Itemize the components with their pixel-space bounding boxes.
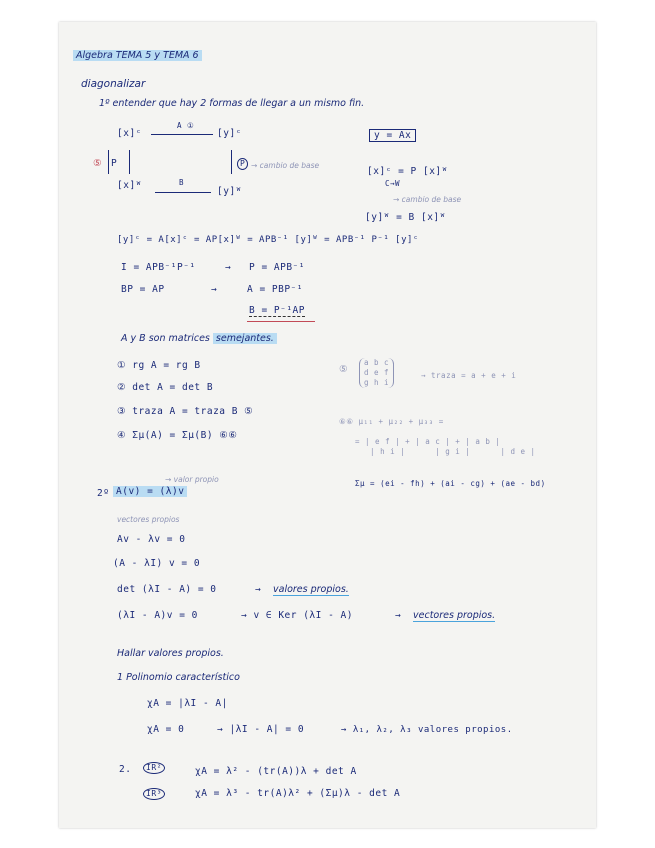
- chain-equation: [y]ᶜ = A[x]ᶜ = AP[x]ᵂ = APB⁻¹ [y]ᵂ = APB⁻¹ P⁻¹ [y]ᶜ: [117, 235, 419, 245]
- arrow-B: [155, 192, 211, 193]
- eigenvalue-list: → λ₁, λ₂, λ₃ valores propios.: [341, 725, 513, 735]
- matrix-abc: a b c d e f g h i: [359, 358, 394, 388]
- kernel-expr: → v ∈ Ker (λI - A): [241, 610, 353, 621]
- marker-five: ⑤: [93, 158, 102, 169]
- eigen-equation: A(v) = (λ)v: [113, 486, 187, 498]
- eigenvalues-label: valores propios.: [273, 584, 349, 595]
- r3-badge: IR³: [143, 788, 165, 800]
- char-poly-3x3: χA = λ³ - tr(A)λ² + (Σμ)λ - det A: [195, 788, 401, 799]
- minors-row-2: | h i | | g i | | d e |: [355, 447, 536, 456]
- intro-line: 1º entender que hay 2 formas de llegar a un mismo fin.: [99, 98, 365, 109]
- diagram-B-label: B: [179, 178, 185, 187]
- diagram-xw: [x]ᵂ: [117, 180, 142, 191]
- sum-minors-def: ⑥⑥ μ₁₁ + μ₂₂ + μ₃₃ =: [339, 417, 444, 426]
- diagram-P-left: P: [111, 158, 118, 169]
- sum-minors-expanded: Σμ = (ei - fh) + (ai - cg) + (ae - bd): [355, 479, 546, 488]
- eq-av-lv: Av - λv = 0: [117, 534, 186, 545]
- eq-kernel: (λI - A)v = 0: [117, 610, 198, 621]
- similar-matrices-line: A y B son matrices semejantes.: [121, 333, 277, 345]
- note-eigenvalue: → valor propio: [165, 475, 219, 484]
- trace-marker: ⑤: [339, 364, 348, 375]
- eq-det: det (λI - A) = 0: [117, 584, 217, 595]
- char-poly-def: χA = |λI - A|: [147, 698, 228, 709]
- minors-row-1: = | e f | + | a c | + | a b |: [355, 437, 501, 446]
- arrow-1: →: [225, 262, 232, 273]
- trace-formula: → traza = a + e + i: [421, 371, 517, 380]
- char-poly-2x2: χA = λ² - (tr(A))λ + det A: [195, 766, 357, 777]
- r2-badge: IR²: [143, 762, 165, 774]
- section-2-num: 2º: [97, 488, 110, 499]
- diagram-yc: [y]ᶜ: [217, 128, 242, 139]
- property-rank: ① rg A = rg B: [117, 360, 201, 371]
- equation-xc-p-xw: [x]ᶜ = P [x]ᵂ: [367, 166, 448, 177]
- arrow-P-right: [231, 150, 232, 174]
- find-eigenvalues-heading: Hallar valores propios.: [117, 648, 224, 659]
- property-sum-minors: ④ Σμ(A) = Σμ(B) ⑥⑥: [117, 430, 238, 441]
- arrow-2: →: [211, 284, 218, 295]
- diagram-yw: [y]ᵂ: [217, 186, 242, 197]
- item-2: 2.: [119, 764, 132, 775]
- property-trace: ③ traza A = traza B ⑤: [117, 406, 254, 417]
- char-poly-heading: 1 Polinomio característico: [117, 672, 240, 683]
- red-underline: [247, 321, 315, 322]
- note-change-of-basis-2: → cambio de base: [393, 195, 462, 204]
- header-title: Algebra TEMA 5 y TEMA 6: [73, 50, 202, 62]
- det-zero: → |λI - A| = 0: [217, 724, 305, 735]
- arrow-P-left: [108, 150, 109, 174]
- equation-yw-b-xw: [y]ᵂ = B [x]ᵂ: [365, 212, 446, 223]
- notebook-page: [59, 22, 596, 828]
- arrow-P-up: [129, 150, 130, 174]
- p-eq: P = APB⁻¹: [249, 262, 305, 273]
- char-poly-zero: χA = 0: [147, 724, 185, 735]
- arrow-4: →: [395, 610, 402, 621]
- diagram-xc: [x]ᶜ: [117, 128, 142, 139]
- bp-ap-eq: BP = AP: [121, 284, 165, 295]
- b-eq: B = P⁻¹AP: [249, 305, 305, 316]
- diagram-A-label: A ①: [177, 121, 195, 130]
- topic-heading: diagonalizar: [81, 78, 146, 90]
- equation-y-ax: y = Ax: [369, 130, 416, 142]
- subscript-c-w: C→W: [385, 179, 401, 188]
- eq-a-li: (A - λI) v = 0: [113, 558, 201, 569]
- arrow-3: →: [255, 584, 262, 595]
- identity-eq: I = APB⁻¹P⁻¹: [121, 262, 196, 273]
- arrow-A: [151, 134, 213, 135]
- diagram-P-right: P: [237, 158, 248, 170]
- a-eq: A = PBP⁻¹: [247, 284, 303, 295]
- note-change-of-basis: → cambio de base: [251, 161, 320, 170]
- eigenvectors-label: vectores propios.: [413, 610, 496, 621]
- property-det: ② det A = det B: [117, 382, 214, 393]
- note-eigenvectors: vectores propios: [117, 515, 180, 524]
